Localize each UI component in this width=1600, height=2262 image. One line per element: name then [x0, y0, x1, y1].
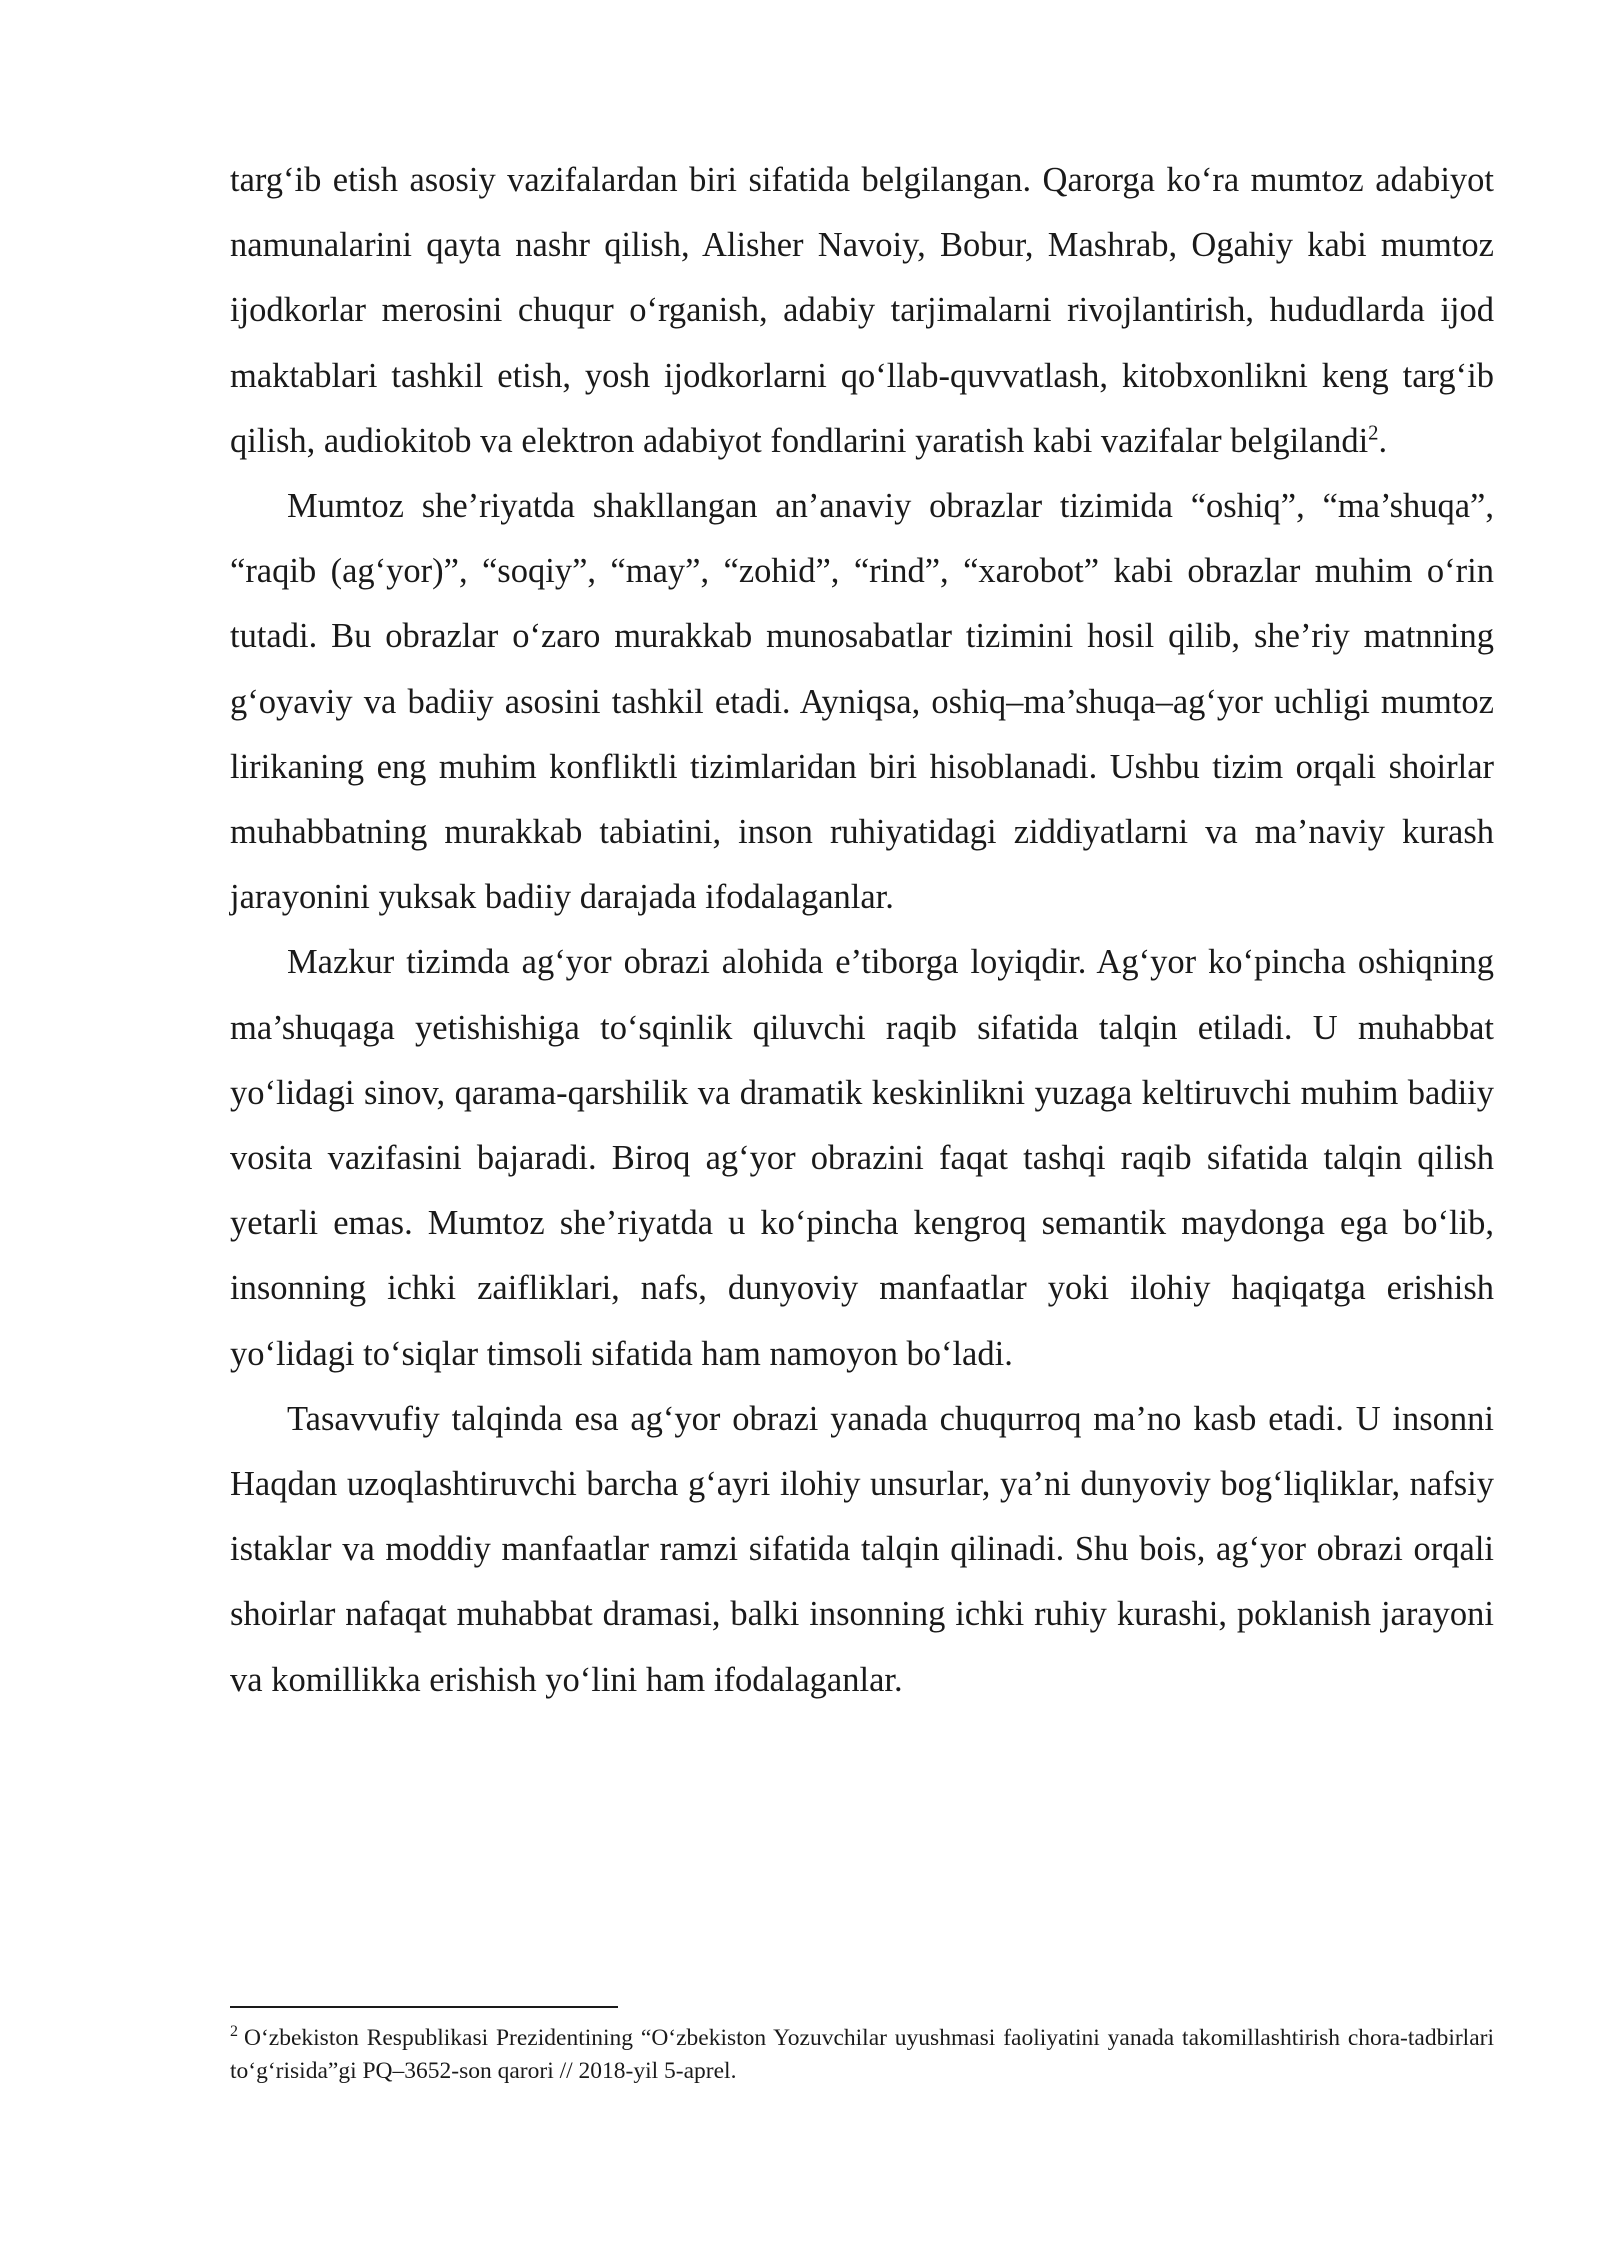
- paragraph-continuation: [230, 148, 1494, 474]
- footnote-separator: [230, 2006, 618, 2008]
- footnote-text: O‘zbekiston Respublikasi Prezidentining “O‘zbekiston Yozuvchilar uyushmasi faoliyatini yanada takomillashtirish chora-tadbirlari to‘g‘risida”gi PQ–3652-son qarori // 2018-yil 5-aprel.: [230, 2025, 1494, 2084]
- footnote: [230, 2022, 1494, 2088]
- paragraph-ending: .: [1378, 421, 1388, 460]
- paragraph: Mumtoz she’riyatda shakllangan an’anaviy obrazlar tizimida “oshiq”, “ma’shuqa”, “raqib (ag‘yor)”, “soqiy”, “may”, “zohid”, “rind”, “xarobot” kabi obrazlar muhim o‘rin tutadi. Bu obrazlar o‘zaro murakkab munosabatlar tizimini hosil qilib, she’riy matnning g‘oyaviy va badiiy asosini tashkil etadi. Ayniqsa, oshiq–ma’shuqa–ag‘yor uchligi mumtoz lirikaning eng muhim konfliktli tizimlaridan biri hisoblanadi. Ushbu tizim orqali shoirlar muhabbatning murakkab tabiatini, inson ruhiyatidagi ziddiyatlarni va ma’naviy kurash jarayonini yuksak badiiy darajada ifodalaganlar.: [230, 487, 1494, 917]
- footnote-number: 2: [230, 2023, 238, 2041]
- paragraph: Mazkur tizimda ag‘yor obrazi alohida e’tiborga loyiqdir. Ag‘yor ko‘pincha oshiqning ma’shuqaga yetishishiga to‘sqinlik qiluvchi raqib sifatida talqin etiladi. U muhabbat yo‘lidagi sinov, qarama-qarshilik va dramatik keskinlikni yuzaga keltiruvchi muhim badiiy vosita vazifasini bajaradi. Biroq ag‘yor obrazini faqat tashqi raqib sifatida talqin qilish yetarli emas. Mumtoz she’riyatda u ko‘pincha kengroq semantik maydonga ega bo‘lib, insonning ichki zaifliklari, nafs, dunyoviy manfaatlar yoki ilohiy haqiqatga erishish yo‘lidagi to‘siqlar timsoli sifatida ham namoyon bo‘ladi.: [230, 943, 1494, 1373]
- paragraph-text: targ‘ib etish asosiy vazifalardan biri sifatida belgilangan. Qarorga ko‘ra mumtoz adabiyot namunalarini qayta nashr qilish, Alisher Navoiy, Bobur, Mashrab, Ogahiy kabi mumtoz ijodkorlar merosini chuqur o‘rganish, adabiy tarjimalarni rivojlantirish, hududlarda ijod maktablari tashkil etish, yosh ijodkorlarni qo‘llab-quvvatlash, kitobxonlikni keng targ‘ib qilish, audiokitob va elektron adabiyot fondlarini yaratish kabi vazifalar belgilandi: [230, 161, 1494, 460]
- footnote-reference[interactable]: 2: [1368, 422, 1379, 445]
- body-text: [230, 148, 1494, 1713]
- paragraph: Tasavvufiy talqinda esa ag‘yor obrazi yanada chuqurroq ma’no kasb etadi. U insonni Haqdan uzoqlashtiruvchi barcha g‘ayri ilohiy unsurlar, ya’ni dunyoviy bog‘liqliklar, nafsiy istaklar va moddiy manfaatlar ramzi sifatida talqin qilinadi. Shu bois, ag‘yor obrazi orqali shoirlar nafaqat muhabbat dramasi, balki insonning ichki ruhiy kurashi, poklanish jarayoni va komillikka erishish yo‘lini ham ifodalaganlar.: [230, 1399, 1494, 1699]
